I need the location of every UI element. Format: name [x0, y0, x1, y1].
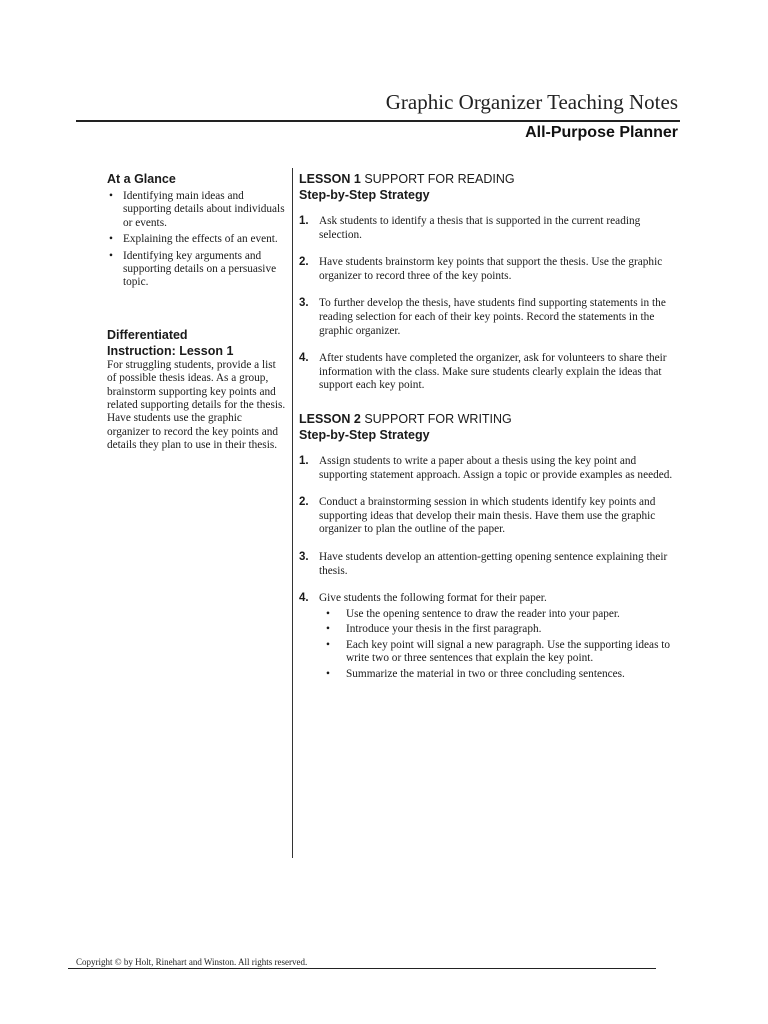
- step-text: After students have completed the organizer, ask for volunteers to share their information with the class. Make sure students clearly explain the ideas that support each key point.: [319, 352, 667, 392]
- step-text: Have students brainstorm key points that support the thesis. Use the graphic organizer to record three of the key points.: [319, 256, 663, 282]
- list-item: [299, 551, 681, 578]
- list-item: • Explaining the effects of an event.: [107, 233, 287, 246]
- list-item: [299, 455, 681, 482]
- list-item: [299, 297, 681, 338]
- step-number: 1.: [299, 454, 309, 467]
- step-text: Have students develop an attention-getting opening sentence explaining their thesis.: [319, 550, 668, 577]
- header-rule: [76, 120, 680, 122]
- header-subtitle: All-Purpose Planner: [525, 124, 678, 141]
- lesson2-heading: [299, 411, 681, 427]
- differentiated-heading-line1: Differentiated: [107, 327, 188, 342]
- differentiated-heading: [107, 327, 287, 359]
- list-item: • Use the opening sentence to draw the reader into your paper.: [319, 608, 681, 622]
- lesson1-title: SUPPORT FOR READING: [364, 172, 515, 186]
- differentiated-body: For struggling students, provide a list of possible thesis ideas. As a group, brainstorm supporting key points and related supporting details for the thesis. Have students use the graphic organizer to record the key points and details they plan to use in their thesis.: [107, 358, 286, 452]
- lesson2-label: LESSON 2: [299, 411, 361, 426]
- list-item: [299, 592, 681, 682]
- differentiated-block: [107, 327, 287, 453]
- lesson1-heading: [299, 171, 681, 187]
- step-number: 3.: [299, 297, 309, 310]
- header-title: Graphic Organizer Teaching Notes: [385, 90, 678, 114]
- list-item: [299, 256, 681, 283]
- copyright-text: Copyright © by Holt, Rinehart and Winston. All rights reserved.: [76, 957, 308, 967]
- lesson2-title: SUPPORT FOR WRITING: [364, 411, 512, 426]
- at-a-glance-heading: At a Glance: [107, 172, 176, 186]
- list-item: [299, 215, 681, 242]
- lesson2-steps: [299, 455, 681, 682]
- step-text: Conduct a brainstorming session in which students identify key points and supporting ideas that develop their main thesis. Have them use the graphic organizer to plan the outline of the paper.: [319, 496, 656, 536]
- right-column: [299, 171, 681, 696]
- footer-rule: [68, 968, 656, 969]
- step-text: To further develop the thesis, have students find supporting statements in the reading selection for each of their key points. Record the statements in the graphic organizer.: [319, 297, 666, 337]
- lesson1-strategy: Step-by-Step Strategy: [299, 188, 430, 202]
- list-item: [299, 496, 681, 537]
- list-item: • Summarize the material in two or three concluding sentences.: [319, 668, 681, 682]
- step-number: 2.: [299, 496, 309, 509]
- list-item: • Identifying key arguments and supporting details on a persuasive topic.: [107, 250, 287, 290]
- step-number: 4.: [299, 592, 309, 605]
- column-divider: [292, 168, 293, 858]
- at-a-glance-list: [107, 190, 287, 290]
- step-text: Give students the following format for their paper.: [319, 592, 547, 605]
- step-number: 1.: [299, 215, 309, 227]
- list-item: [299, 352, 681, 393]
- lesson2-strategy: Step-by-Step Strategy: [299, 427, 430, 442]
- differentiated-heading-line2: Instruction: Lesson 1: [107, 343, 234, 358]
- step-text: Ask students to identify a thesis that is supported in the current reading selection.: [319, 215, 641, 241]
- list-item: • Introduce your thesis in the first paragraph.: [319, 623, 681, 637]
- step-number: 2.: [299, 256, 309, 269]
- list-item: • Each key point will signal a new paragraph. Use the supporting ideas to write two or three sentences that explain the key point.: [319, 639, 681, 666]
- step-text: Assign students to write a paper about a thesis using the key point and supporting statement approach. Assign a topic or provide examples as needed.: [319, 454, 673, 481]
- list-item: • Identifying main ideas and supporting details about individuals or events.: [107, 190, 287, 230]
- lesson1-steps: [299, 215, 681, 393]
- step-number: 3.: [299, 550, 309, 563]
- format-bullets: [319, 608, 681, 682]
- lesson2-section: [299, 411, 681, 682]
- lesson1-label: LESSON 1: [299, 172, 361, 186]
- left-column: [107, 171, 287, 453]
- lesson1-section: [299, 171, 681, 393]
- step-number: 4.: [299, 352, 309, 365]
